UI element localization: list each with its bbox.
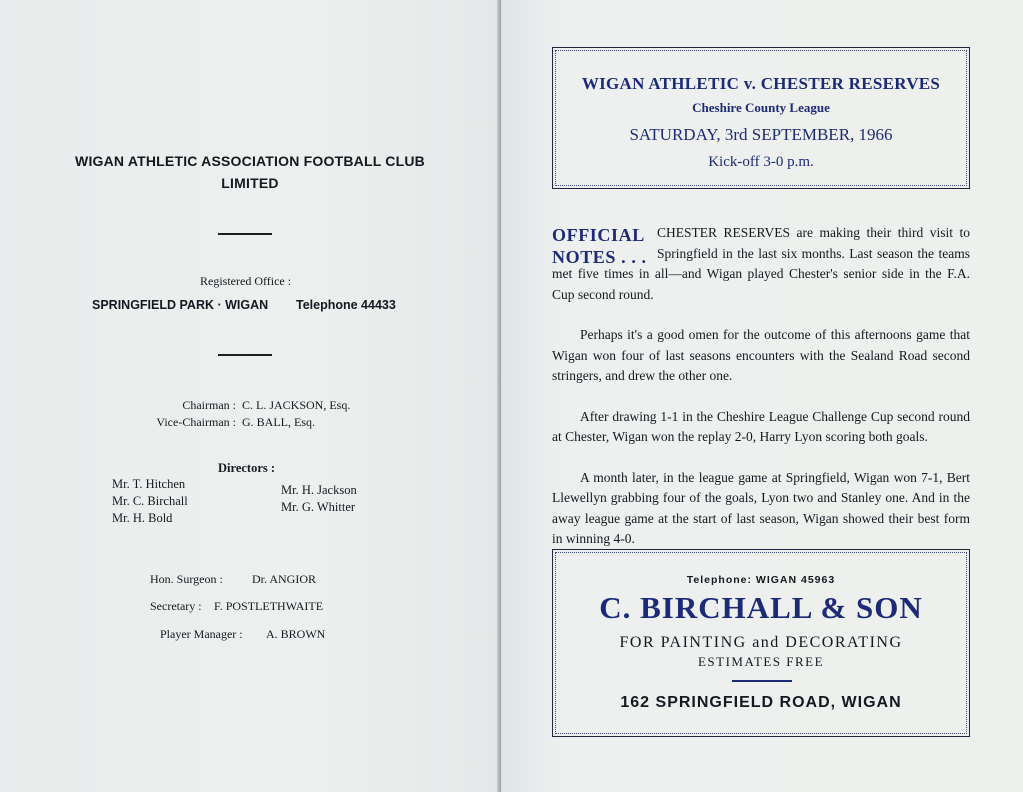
advert-business-name: C. BIRCHALL & SON (599, 590, 923, 625)
kickoff-time: Kick-off 3-0 p.m. (708, 154, 814, 170)
director-name: Mr. G. Whitter (281, 500, 356, 514)
director-name: Mr. C. Birchall (112, 494, 188, 508)
director-name: Mr. H. Jackson (281, 483, 357, 497)
secretary-label: Secretary : (150, 599, 202, 613)
player-manager-label: Player Manager : (160, 627, 243, 641)
notes-paragraph (552, 223, 970, 305)
surgeon-label: Hon. Surgeon : (150, 572, 223, 586)
vice-chairman-name: G. BALL, Esq. (242, 415, 315, 429)
chairman-label: Chairman : (182, 398, 236, 412)
directors-label: Directors : (218, 461, 276, 475)
left-page (0, 0, 499, 792)
director-name: Mr. H. Bold (112, 511, 173, 525)
notes-paragraph: A month later, in the league game at Springfield, Wigan won 7-1, Bert Llewellyn grabbing four of the goals, Lyon two and Stanley one. And in the away league game at the start of last season, Wigan showed their best form in winning 4-0. (552, 469, 970, 546)
right-page (501, 0, 1023, 792)
player-manager-name: A. BROWN (266, 627, 326, 641)
official-heading-line2: NOTES . . . (552, 247, 647, 267)
secretary-name: F. POSTLETHWAITE (214, 599, 324, 613)
league-name: Cheshire County League (692, 100, 830, 115)
advert-address: 162 SPRINGFIELD ROAD, WIGAN (620, 694, 902, 711)
surgeon-name: Dr. ANGIOR (252, 572, 317, 586)
match-date: SATURDAY, 3rd SEPTEMBER, 1966 (629, 125, 893, 144)
director-name: Mr. T. Hitchen (112, 477, 186, 491)
advert-divider (732, 680, 792, 682)
club-name (40, 150, 460, 194)
official-heading-line1: OFFICIAL (552, 225, 645, 245)
club-telephone: Telephone 44433 (296, 298, 396, 312)
club-name-line2: LIMITED (221, 175, 279, 191)
advert-estimates: ESTIMATES FREE (697, 654, 825, 669)
chairman-name: C. L. JACKSON, Esq. (242, 398, 351, 412)
match-info-box (552, 47, 970, 189)
divider-rule (218, 354, 272, 356)
club-address: SPRINGFIELD PARK · WIGAN (92, 298, 269, 312)
vice-chairman-label: Vice-Chairman : (156, 415, 236, 429)
club-name-line1: WIGAN ATHLETIC ASSOCIATION FOOTBALL CLUB (75, 153, 425, 169)
official-notes-text (552, 223, 970, 570)
notes-paragraph: After drawing 1-1 in the Cheshire League Challenge Cup second round at Chester, Wigan won the replay 2-0, Harry Lyon scoring both goals. (552, 408, 970, 444)
advertisement-box (552, 549, 970, 737)
advert-telephone: Telephone: WIGAN 45963 (686, 574, 836, 586)
notes-paragraph: Perhaps it's a good omen for the outcome of this afternoons game that Wigan won four of last seasons encounters with the Sealand Road second stringers, and drew the other one. (552, 327, 970, 383)
match-title: WIGAN ATHLETIC v. CHESTER RESERVES (581, 74, 941, 93)
notes-paragraph-text: CHESTER RESERVES are making their third visit to Springfield in the last six months. Last season the teams met five times in all—and Wigan played Chester's senior side in the F.A. Cup second round. (552, 225, 970, 302)
advert-services: FOR PAINTING and DECORATING (619, 634, 903, 651)
divider-rule (218, 233, 272, 235)
registered-office-label: Registered Office : (200, 274, 292, 288)
